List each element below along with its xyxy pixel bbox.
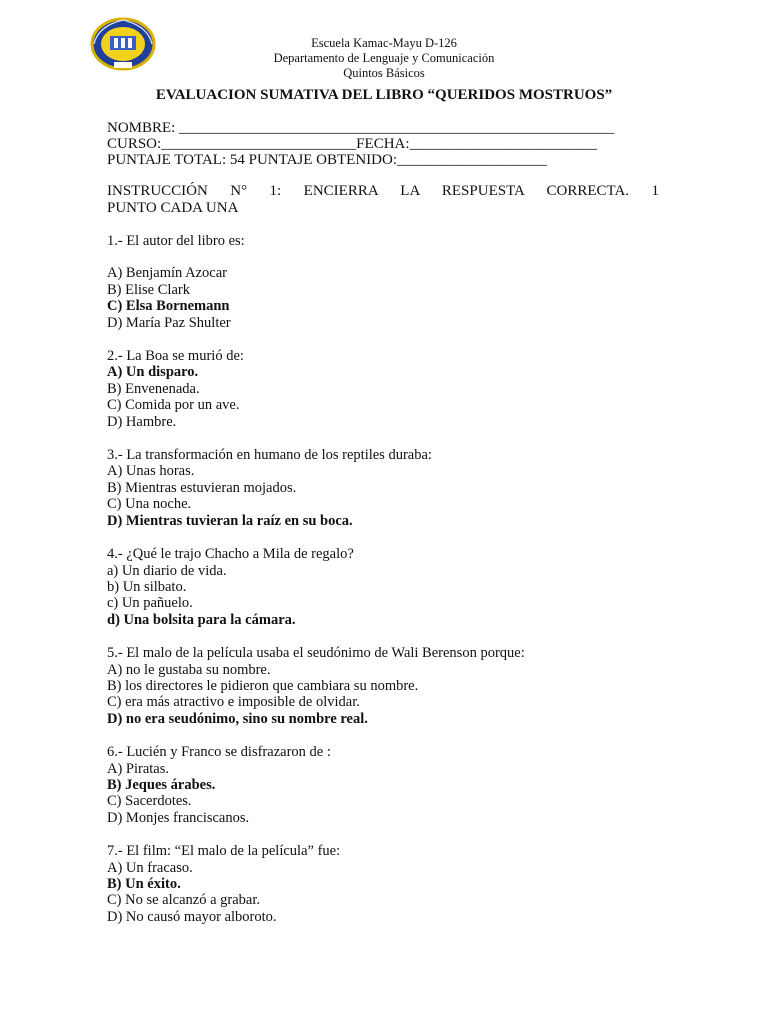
question-item (107, 843, 667, 925)
answer-option-correct[interactable]: C) Elsa Bornemann (107, 298, 230, 315)
answer-option[interactable]: D) Hambre. (107, 413, 177, 430)
answer-option[interactable]: B) Envenenada. (107, 380, 200, 397)
answer-option-correct[interactable]: B) Un éxito. (107, 876, 181, 892)
student-info-fields (107, 120, 663, 168)
answer-option[interactable]: a) Un diario de vida. (107, 562, 227, 579)
school-header (0, 36, 768, 81)
nombre-field[interactable]: NOMBRE: __________________________________________________________ (107, 120, 615, 136)
answer-option[interactable]: A) no le gustaba su nombre. (107, 661, 271, 678)
answer-option[interactable]: C) Comida por un ave. (107, 397, 240, 414)
answer-option[interactable]: B) los directores le pidieron que cambiara su nombre. (107, 677, 419, 694)
answer-option-correct[interactable]: D) Mientras tuvieran la raíz en su boca. (107, 512, 353, 529)
answer-option[interactable]: A) Benjamín Azocar (107, 265, 227, 282)
question-item (107, 447, 667, 529)
question-item (107, 546, 667, 628)
answer-option[interactable]: A) Unas horas. (107, 463, 195, 480)
department-name: Departamento de Lenguaje y Comunicación (273, 51, 495, 65)
answer-option[interactable]: c) Un pañuelo. (107, 595, 193, 612)
answer-option[interactable]: D) Monjes franciscanos. (107, 809, 250, 826)
answer-option[interactable]: C) Sacerdotes. (107, 793, 192, 810)
question-item (107, 348, 667, 430)
answer-option-correct[interactable]: d) Una bolsita para la cámara. (107, 611, 296, 628)
grade-label: Quintos Básicos (343, 66, 425, 80)
answer-option[interactable]: A) Piratas. (107, 760, 170, 777)
instruction (107, 183, 659, 217)
answer-option[interactable]: D) María Paz Shulter (107, 314, 231, 331)
answer-option-correct[interactable]: D) no era seudónimo, sino su nombre real. (107, 710, 368, 727)
instruction-line-1: INSTRUCCIÓN N° 1: ENCIERRA LA RESPUESTA CORRECTA. 1 (107, 183, 659, 199)
exam-title: EVALUACION SUMATIVA DEL LIBRO “QUERIDOS MOSTRUOS” (155, 87, 613, 103)
question-text: 6.- Lucién y Franco se disfrazaron de : (107, 744, 331, 761)
question-text: 7.- El film: “El malo de la película” fue: (107, 843, 341, 860)
question-list (107, 233, 667, 942)
puntaje-field[interactable]: PUNTAJE TOTAL: 54 PUNTAJE OBTENIDO:____________________ (107, 152, 548, 168)
answer-option[interactable]: b) Un silbato. (107, 578, 187, 595)
question-text: 1.- El autor del libro es: (107, 233, 245, 249)
question-text: 5.- El malo de la película usaba el seudónimo de Wali Berenson porque: (107, 645, 525, 662)
question-text: 3.- La transformación en humano de los reptiles duraba: (107, 447, 432, 464)
school-name: Escuela Kamac-Mayu D-126 (311, 36, 457, 50)
answer-option[interactable]: B) Mientras estuvieran mojados. (107, 479, 297, 496)
curso-fecha-field[interactable]: CURSO:__________________________FECHA:_________________________ (107, 136, 598, 152)
answer-option[interactable]: C) era más atractivo e imposible de olvidar. (107, 694, 360, 711)
answer-option[interactable]: A) Un fracaso. (107, 859, 193, 876)
answer-option-correct[interactable]: B) Jeques árabes. (107, 776, 216, 793)
question-text: 2.- La Boa se murió de: (107, 348, 244, 365)
question-item (107, 744, 667, 826)
answer-option[interactable]: C) Una noche. (107, 496, 192, 513)
answer-option[interactable]: C) No se alcanzó a grabar. (107, 892, 260, 909)
instruction-line-2: PUNTO CADA UNA (107, 200, 239, 216)
question-item (107, 233, 667, 331)
answer-option-correct[interactable]: A) Un disparo. (107, 364, 199, 381)
question-text: 4.- ¿Qué le trajo Chacho a Mila de regalo? (107, 546, 354, 563)
answer-option[interactable]: B) Elise Clark (107, 281, 190, 298)
question-item (107, 645, 667, 727)
answer-option[interactable]: D) No causó mayor alboroto. (107, 908, 277, 925)
